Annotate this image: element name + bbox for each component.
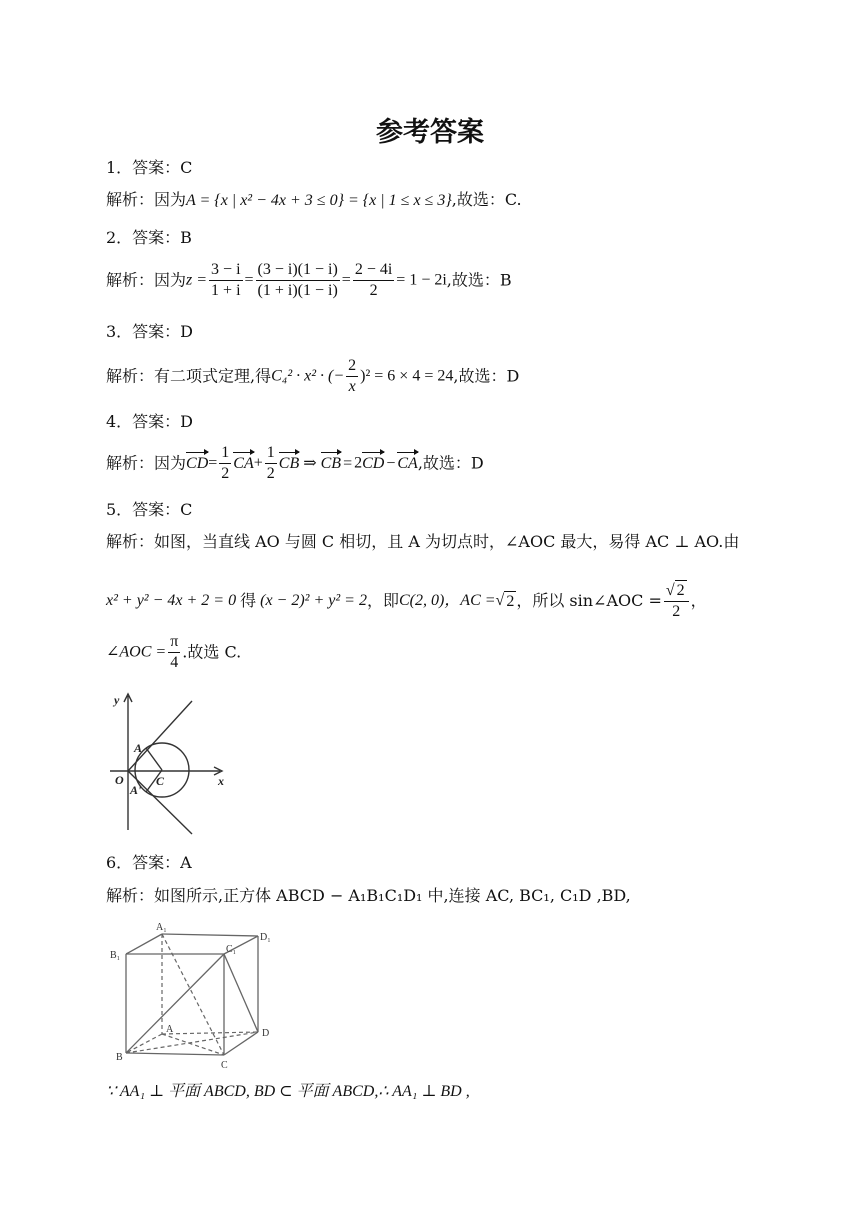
segment-bc1	[126, 954, 224, 1053]
label-b: B	[116, 1052, 123, 1063]
q3-fraction	[346, 356, 358, 397]
label-d: D	[262, 1028, 270, 1039]
q4-explanation	[106, 443, 484, 484]
q3-expr-b: )² = 6 × 4 = 24	[360, 367, 454, 385]
q5-angle: ∠AOC =	[106, 643, 167, 661]
q5-sin-num-radicand: 2	[676, 582, 685, 599]
q1-prefix: 解析：因为	[106, 190, 187, 209]
q4-minus: −	[386, 454, 396, 472]
q2-explanation: 解析：因为z = $\frac{3 - i}{1 + i}$ = $\frac{(3 - i)(1 - i)}{(1 + i)(1 - i)}$ = $\frac{2 - 4i}{2}$ = 1 − 2i,故选：B	[106, 261, 512, 299]
label-c1: C₁	[226, 944, 237, 955]
q2-fraction-1-num: 3 − i	[209, 260, 242, 281]
q2-fraction-3-den: 2	[369, 282, 378, 299]
upper-tangent-line	[128, 701, 192, 771]
q2-fraction-2	[256, 260, 340, 301]
q1-answer: 1．答案：C	[106, 158, 193, 177]
label-y: y	[114, 693, 120, 707]
q3-answer: 3．答案：D	[106, 322, 194, 341]
label-c: C	[156, 774, 165, 788]
q4-vector-cb-2: CB	[320, 454, 342, 472]
label-x: x	[218, 774, 224, 788]
q2-result: = 1 − 2i	[396, 271, 447, 289]
q6-answer: 6．答案：A	[106, 853, 192, 872]
q5-de: 得	[240, 591, 257, 610]
q4-half-2-num: 1	[265, 443, 277, 464]
q5-equation-2: (x − 2)² + y² = 2	[260, 592, 367, 609]
q2-answer: 2．答案：B	[106, 228, 192, 247]
q3-fraction-den: x	[348, 378, 356, 395]
label-a: A	[134, 741, 143, 755]
q5-line-1: 解析：如图，当直线 AO 与圆 C 相切，且 A 为切点时，∠AOC 最大，易得 AC ⊥ AO.由	[106, 532, 740, 551]
q2-fraction-2-den: (1 + i)(1 − i)	[257, 282, 338, 299]
q4-vector-ca: CA	[233, 454, 254, 472]
q3-expr-a: C₄² · x² · (−	[271, 367, 345, 385]
q4-vector-cb: CB	[278, 454, 300, 472]
q5-equation-1: x² + y² − 4x + 2 = 0	[106, 592, 237, 609]
q2-suffix: ,故选：B	[446, 270, 512, 290]
q2-z: z =	[186, 271, 208, 289]
q4-vector-ca-2: CA	[397, 454, 418, 472]
q4-eq-2: =	[343, 454, 353, 472]
q4-answer: 4．答案：D	[106, 412, 194, 431]
q2-fraction-1-den: 1 + i	[211, 282, 241, 299]
page-title: 参考答案	[376, 117, 484, 148]
q6-cube-figure	[106, 918, 296, 1070]
q5-ac: ，AC =	[444, 592, 496, 609]
q5-sin-fraction-num: √ 2	[664, 580, 689, 602]
edge-b-c	[126, 1053, 224, 1055]
q4-vector-cd: CD	[186, 454, 209, 472]
q1-set-expression: A = {x | x² − 4x + 3 ≤ 0} = {x | 1 ≤ x ≤ 3}	[186, 192, 452, 209]
q3-prefix: 解析：有二项式定理,得	[106, 366, 272, 386]
label-a-prime: A'	[130, 783, 142, 797]
q4-plus: +	[253, 454, 263, 472]
q4-vector-cd-2: CD	[362, 454, 385, 472]
label-d1: D₁	[260, 932, 271, 943]
q5-comma: ，	[690, 591, 707, 610]
q4-half-1-num: 1	[219, 443, 231, 464]
label-o: O	[115, 773, 124, 787]
q4-eq: =	[208, 454, 218, 472]
q5-sqrt-2: 2	[506, 592, 515, 610]
q4-prefix: 解析：因为	[106, 453, 187, 473]
segment-c1d	[224, 954, 258, 1032]
q5-pi-den: 4	[170, 654, 179, 671]
edge-c-d	[224, 1032, 258, 1055]
q4-half-1	[219, 443, 231, 484]
radius-ac	[146, 748, 162, 770]
label-b1: B₁	[110, 950, 121, 961]
label-a: A	[166, 1024, 174, 1035]
q4-half-2-den: 2	[266, 465, 275, 482]
q5-point-c: C(2, 0)	[398, 592, 445, 609]
q5-sin-fraction	[664, 580, 689, 622]
q4-suffix: ,故选：D	[417, 453, 484, 473]
label-a1: A₁	[156, 922, 167, 933]
q5-tangent-figure	[100, 688, 240, 836]
q2-prefix: 解析：因为	[106, 270, 187, 290]
q5-sin-fraction-den: 2	[672, 603, 681, 620]
q4-half-2	[265, 443, 277, 484]
q2-fraction-2-num: (3 − i)(1 − i)	[256, 260, 340, 281]
q5-suffix: .故选 C.	[182, 642, 242, 662]
q4-half-1-den: 2	[221, 465, 230, 482]
q3-explanation	[106, 356, 519, 397]
label-c: C	[221, 1060, 228, 1070]
q2-fraction-3-num: 2 − 4i	[353, 260, 394, 281]
edge-a-b-hidden	[126, 1034, 162, 1053]
q3-suffix: ,故选：D	[453, 366, 520, 386]
q2-fraction-1	[209, 260, 242, 301]
q1-explanation	[106, 190, 522, 211]
q4-two: 2	[354, 454, 363, 472]
q5-answer: 5．答案：C	[106, 500, 193, 519]
q5-line-2: x² + y² − 4x + 2 = 0 得 (x − 2)² + y² = 2，即C(2, 0)，AC =√ 2 ，所以 sin∠AOC = $\frac{√ 2}{2}$ ，	[106, 582, 707, 620]
q5-pi-fraction	[168, 632, 180, 673]
segment-bd-hidden	[126, 1032, 258, 1053]
q4-implies: ⇒	[303, 454, 317, 472]
q6-line-1: 解析：如图所示,正方体 ABCD − A₁B₁C₁D₁ 中,连接 AC, BC₁, C₁D ,BD,	[106, 886, 631, 905]
q5-line-3	[106, 632, 241, 673]
edge-a1-d1	[162, 934, 258, 936]
q5-pi-num: π	[168, 632, 180, 653]
q1-suffix: ,故选：C.	[451, 190, 522, 209]
q3-fraction-num: 2	[346, 356, 358, 377]
edge-b1-a1	[126, 934, 162, 954]
q5-ji: ，即	[366, 591, 399, 610]
q6-conclusion: ∵ AA₁ ⊥ 平面 ABCD, BD ⊂ 平面 ABCD,∴ AA₁ ⊥ BD ,	[106, 1083, 470, 1100]
q5-sin-text: ，所以 sin∠AOC =	[516, 591, 662, 610]
q2-fraction-3	[353, 260, 394, 301]
